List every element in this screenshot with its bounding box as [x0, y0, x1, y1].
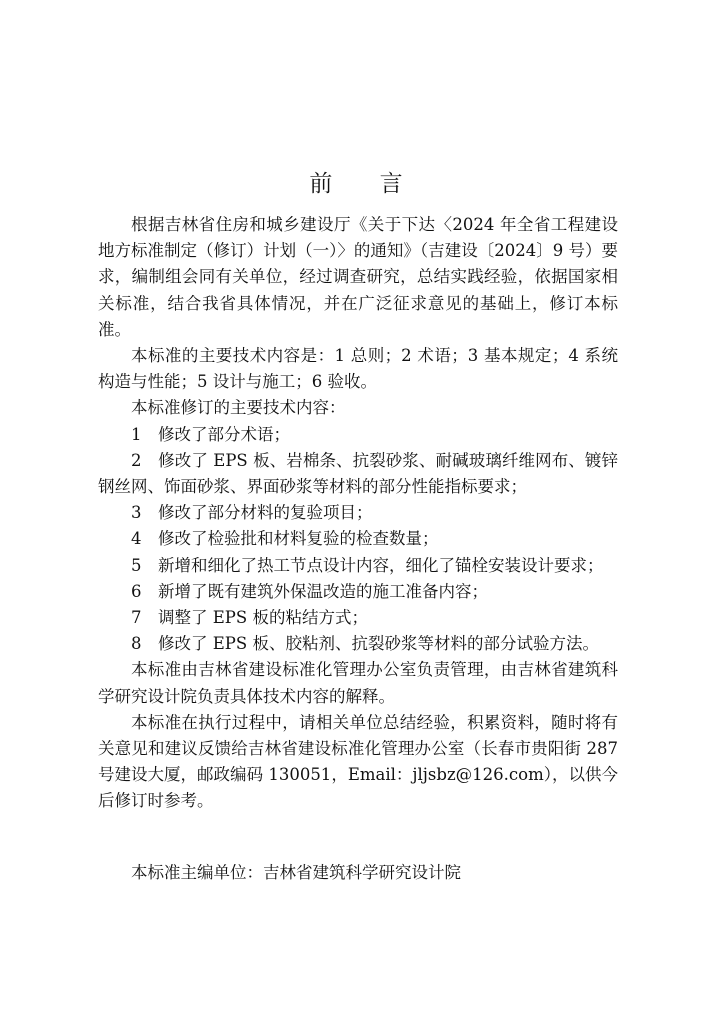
- revision-item-5: 5 新增和细化了热工节点设计内容，细化了锚栓安装设计要求；: [131, 555, 604, 575]
- feedback-paragraph: 本标准在执行过程中，请相关单位总结经验，积累资料，随时将有关意见和建议反馈给吉林省建设标准化管理办公室（长春市贵阳街 287 号建设大厦，邮政编码 130051，Email：jljsbz@126.com），以供今后修订时参考。: [98, 712, 618, 811]
- main-content-paragraph: 本标准的主要技术内容是：1 总则；2 术语；3 基本规定；4 系统构造与性能；5 设计与施工；6 验收。: [98, 346, 618, 392]
- revision-item-4: 4 修改了检验批和材料复验的检查数量；: [131, 529, 439, 549]
- revision-item-7: 7 调整了 EPS 板的粘结方式；: [131, 608, 368, 628]
- revision-item-6: 6 新增了既有建筑外保温改造的施工准备内容；: [131, 581, 488, 601]
- revision-item-8: 8 修改了 EPS 板、胶粘剂、抗裂砂浆等材料的部分试验方法。: [131, 634, 599, 654]
- preface-body: [98, 212, 618, 815]
- management-paragraph: 本标准由吉林省建设标准化管理办公室负责管理，由吉林省建筑科学研究设计院负责具体技术内容的解释。: [98, 660, 618, 706]
- chief-editor-line: 本标准主编单位：吉林省建筑科学研究设计院: [131, 863, 461, 882]
- revision-item-3: 3 修改了部分材料的复验项目；: [131, 503, 373, 523]
- revision-item-2: 2 修改了 EPS 板、岩棉条、抗裂砂浆、耐碱玻璃纤维网布、镀锌钢丝网、饰面砂浆、界面砂浆等材料的部分性能指标要求；: [98, 450, 618, 497]
- page-title: 前 言: [309, 171, 423, 198]
- revision-item-1: 1 修改了部分术语；: [131, 424, 290, 444]
- revision-intro-paragraph: 本标准修订的主要技术内容：: [131, 398, 346, 418]
- intro-paragraph: 根据吉林省住房和城乡建设厅《关于下达〈2024 年全省工程建设地方标准制定（修订）计划（一）〉的通知》（吉建设〔2024〕9 号）要求，编制组会同有关单位，经过调查研究，总结实践经验，依据国家相关标准，结合我省具体情况，并在广泛征求意见的基础上，修订本标准。: [98, 215, 618, 339]
